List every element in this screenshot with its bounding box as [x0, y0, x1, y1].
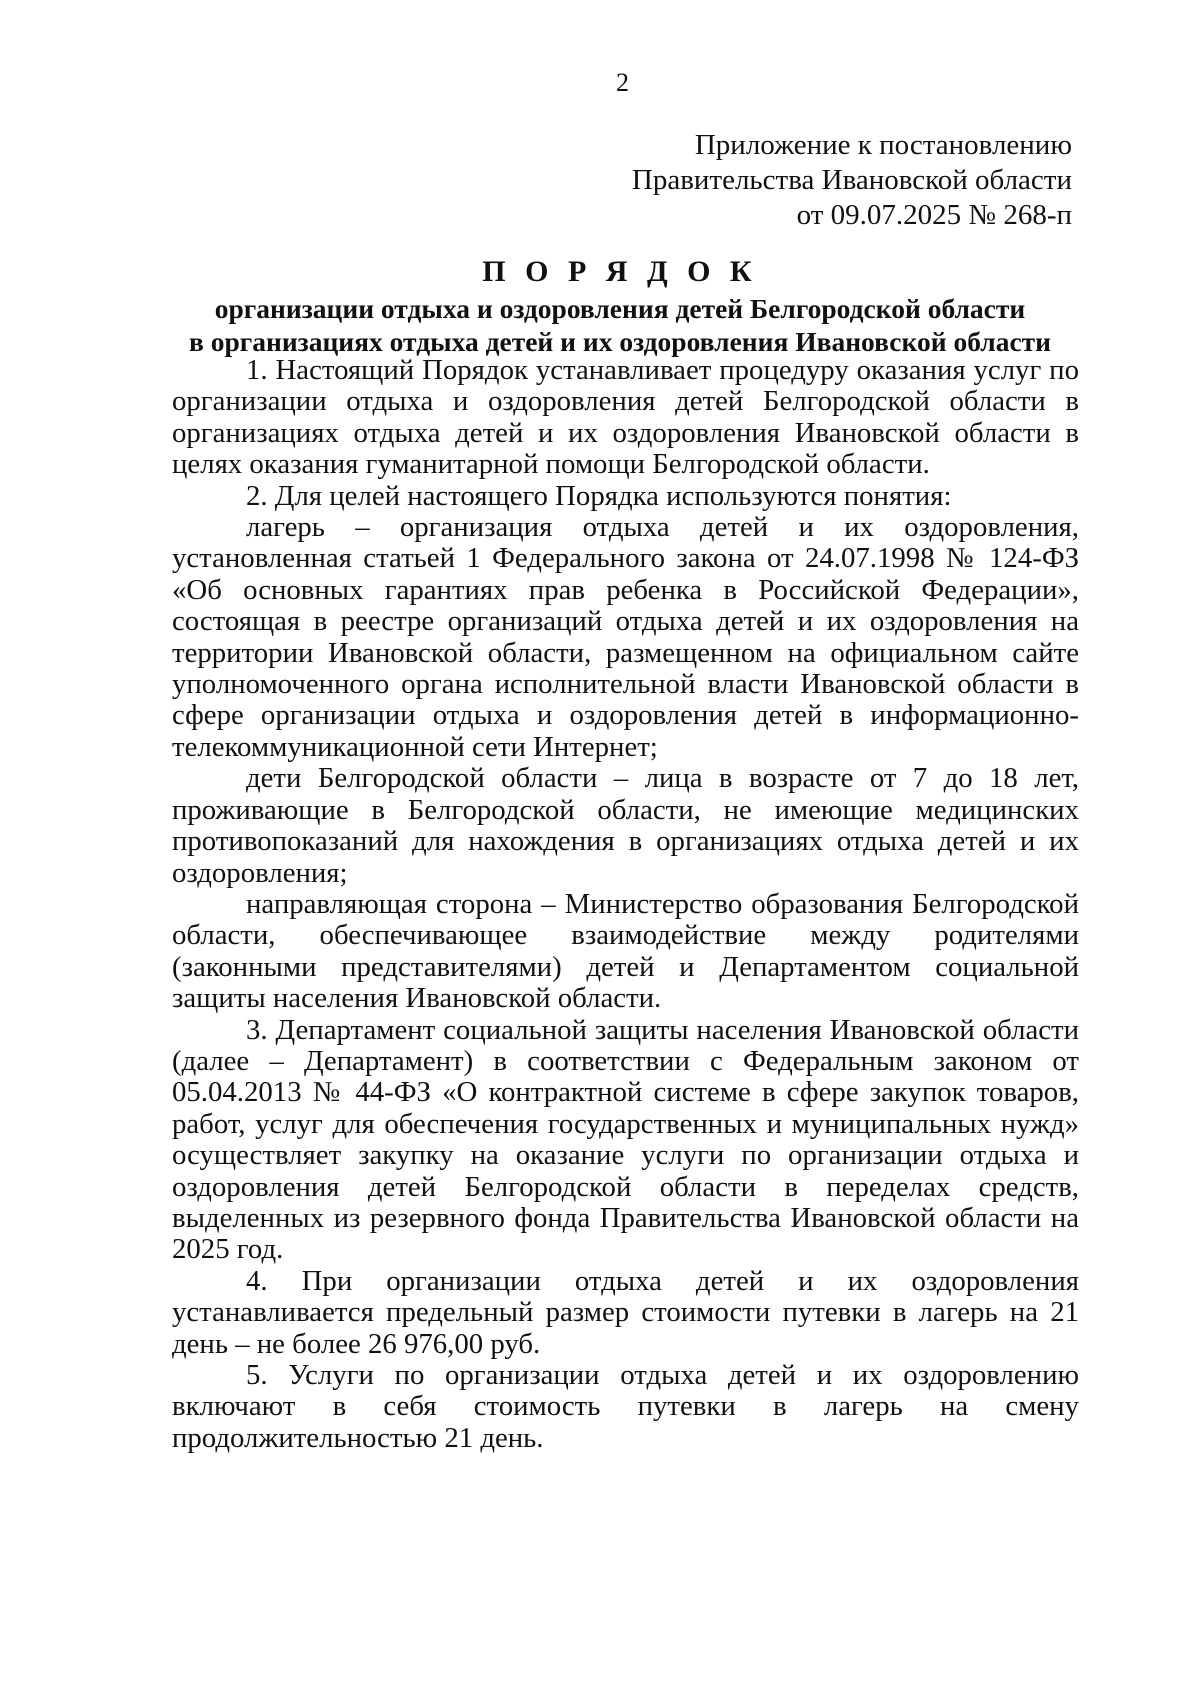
document-subtitle-line: в организациях отдыха детей и их оздоровления Ивановской области: [188, 326, 1052, 357]
paragraph-1-purpose: 1. Настоящий Порядок устанавливает процедуру оказания услуг по организации отдыха и оздоровления детей Белгородской области в организациях отдыха детей и их оздоровления Ивановской области в целях оказания гуманитарной помощи Белгородской области.: [172, 354, 1079, 481]
appendix-line: Приложение к постановлению: [694, 129, 1072, 161]
paragraph-4-price-limit: 4. При организации отдыха детей и их оздоровления устанавливается предельный размер стоимости путевки в лагерь на 21 день – не более 26 976,00 руб.: [172, 1264, 1079, 1360]
appendix-line: от 09.07.2025 № 268-п: [796, 199, 1072, 231]
document-body: [172, 355, 1079, 1454]
appendix-reference: [632, 128, 1072, 233]
paragraph-3-procurement: 3. Департамент социальной защиты населения Ивановской области (далее – Департамент) в соответствии с Федеральным законом от 05.04.2013 № 44-ФЗ «О контрактной системе в сфере закупок товаров, работ, услуг для обеспечения государственных и муниципальных нужд» осуществляет закупку на оказание услуги по организации отдыха и оздоровления детей Белгородской области в переделах средств, выделенных из резервного фонда Правительства Ивановской области на 2025 год.: [172, 1013, 1079, 1266]
document-subtitle-line: организации отдыха и оздоровления детей Белгородской области: [214, 293, 1026, 324]
document-title: П О Р Я Д О К: [482, 255, 758, 288]
page-number: 2: [616, 68, 629, 97]
paragraph-5-services: 5. Услуги по организации отдыха детей и их оздоровлению включают в себя стоимость путевки в лагерь на смену продолжительностью 21 день.: [172, 1359, 1079, 1454]
paragraph-2-definitions-intro: 2. Для целей настоящего Порядка используются понятия:: [246, 479, 952, 512]
definition-children: дети Белгородской области – лица в возрасте от 7 до 18 лет, проживающие в Белгородской области, не имеющие медицинских противопоказаний для нахождения в организациях отдыха детей и их оздоровления;: [172, 762, 1079, 889]
title-block: [160, 252, 1080, 358]
appendix-line: Правительства Ивановской области: [631, 164, 1072, 196]
definition-sending-party: направляющая сторона – Министерство образования Белгородской области, обеспечивающее взаимодействие между родителями (законными представителями) детей и Департаментом социальной защиты населения Ивановской области.: [172, 887, 1079, 1015]
definition-camp: лагерь – организация отдыха детей и их оздоровления, установленная статьей 1 Федерального закона от 24.07.1998 № 124-ФЗ «Об основных гарантиях прав ребенка в Российской Федерации», состоящая в реестре организаций отдыха детей и их оздоровления на территории Ивановской области, размещенном на официальном сайте уполномоченного органа исполнительной власти Ивановской области в сфере организации отдыха и оздоровления детей в информационно-телекоммуникационной сети Интернет;: [172, 511, 1079, 763]
